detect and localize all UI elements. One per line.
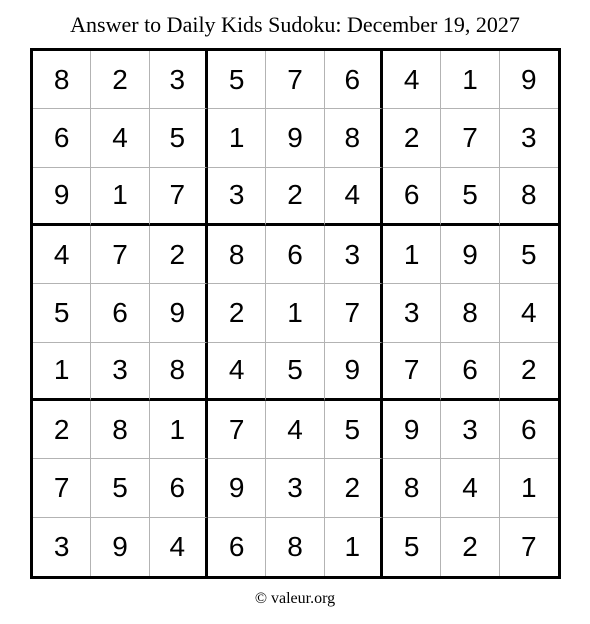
sudoku-cell-r4-c6: 3 — [325, 226, 383, 284]
sudoku-cell-r4-c8: 9 — [441, 226, 499, 284]
sudoku-cell-r5-c5: 1 — [266, 284, 324, 342]
sudoku-cell-r3-c4: 3 — [208, 168, 266, 226]
sudoku-cell-r1-c2: 2 — [91, 51, 149, 109]
sudoku-cell-r5-c2: 6 — [91, 284, 149, 342]
sudoku-cell-r2-c8: 7 — [441, 109, 499, 167]
sudoku-cell-r8-c5: 3 — [266, 459, 324, 517]
sudoku-cell-r7-c6: 5 — [325, 401, 383, 459]
sudoku-cell-r1-c1: 8 — [33, 51, 91, 109]
sudoku-cell-r1-c9: 9 — [500, 51, 558, 109]
sudoku-cell-r9-c7: 5 — [383, 518, 441, 576]
sudoku-cell-r4-c5: 6 — [266, 226, 324, 284]
sudoku-cell-r7-c5: 4 — [266, 401, 324, 459]
sudoku-cell-r5-c9: 4 — [500, 284, 558, 342]
sudoku-cell-r4-c7: 1 — [383, 226, 441, 284]
sudoku-cell-r1-c3: 3 — [150, 51, 208, 109]
sudoku-cell-r6-c4: 4 — [208, 343, 266, 401]
sudoku-cell-r6-c7: 7 — [383, 343, 441, 401]
sudoku-cell-r1-c7: 4 — [383, 51, 441, 109]
sudoku-cell-r7-c8: 3 — [441, 401, 499, 459]
sudoku-cell-r8-c6: 2 — [325, 459, 383, 517]
sudoku-cell-r3-c8: 5 — [441, 168, 499, 226]
page-title: Answer to Daily Kids Sudoku: December 19, 2027 — [70, 12, 520, 37]
sudoku-cell-r6-c6: 9 — [325, 343, 383, 401]
sudoku-cell-r6-c8: 6 — [441, 343, 499, 401]
sudoku-cell-r5-c6: 7 — [325, 284, 383, 342]
sudoku-cell-r2-c9: 3 — [500, 109, 558, 167]
sudoku-cell-r9-c4: 6 — [208, 518, 266, 576]
sudoku-cell-r4-c9: 5 — [500, 226, 558, 284]
sudoku-cell-r2-c1: 6 — [33, 109, 91, 167]
sudoku-cell-r7-c4: 7 — [208, 401, 266, 459]
sudoku-cell-r7-c3: 1 — [150, 401, 208, 459]
sudoku-cell-r8-c1: 7 — [33, 459, 91, 517]
sudoku-cell-r8-c4: 9 — [208, 459, 266, 517]
sudoku-cell-r3-c1: 9 — [33, 168, 91, 226]
sudoku-cell-r4-c2: 7 — [91, 226, 149, 284]
sudoku-cell-r2-c2: 4 — [91, 109, 149, 167]
sudoku-cell-r6-c9: 2 — [500, 343, 558, 401]
sudoku-cell-r8-c7: 8 — [383, 459, 441, 517]
sudoku-cell-r5-c7: 3 — [383, 284, 441, 342]
sudoku-cell-r5-c4: 2 — [208, 284, 266, 342]
sudoku-cell-r4-c4: 8 — [208, 226, 266, 284]
sudoku-cell-r5-c8: 8 — [441, 284, 499, 342]
sudoku-cell-r3-c5: 2 — [266, 168, 324, 226]
sudoku-cell-r5-c3: 9 — [150, 284, 208, 342]
sudoku-cell-r8-c8: 4 — [441, 459, 499, 517]
sudoku-cell-r1-c6: 6 — [325, 51, 383, 109]
sudoku-cell-r9-c5: 8 — [266, 518, 324, 576]
sudoku-cell-r8-c3: 6 — [150, 459, 208, 517]
sudoku-board — [30, 48, 561, 579]
sudoku-cell-r3-c3: 7 — [150, 168, 208, 226]
sudoku-cell-r2-c6: 8 — [325, 109, 383, 167]
sudoku-cell-r6-c1: 1 — [33, 343, 91, 401]
sudoku-cell-r6-c5: 5 — [266, 343, 324, 401]
sudoku-cell-r7-c7: 9 — [383, 401, 441, 459]
sudoku-cell-r4-c3: 2 — [150, 226, 208, 284]
sudoku-cell-r9-c6: 1 — [325, 518, 383, 576]
sudoku-cell-r3-c7: 6 — [383, 168, 441, 226]
sudoku-cell-r1-c8: 1 — [441, 51, 499, 109]
sudoku-cell-r5-c1: 5 — [33, 284, 91, 342]
sudoku-cell-r1-c5: 7 — [266, 51, 324, 109]
sudoku-cell-r6-c3: 8 — [150, 343, 208, 401]
sudoku-cell-r9-c3: 4 — [150, 518, 208, 576]
sudoku-cell-r3-c6: 4 — [325, 168, 383, 226]
sudoku-cell-r2-c3: 5 — [150, 109, 208, 167]
sudoku-cell-r9-c9: 7 — [521, 530, 537, 562]
sudoku-cell-r8-c9: 1 — [500, 459, 558, 517]
sudoku-cell-r1-c4: 5 — [208, 51, 266, 109]
sudoku-cell-r2-c5: 9 — [266, 109, 324, 167]
sudoku-cell-r3-c9: 8 — [500, 168, 558, 226]
sudoku-cell-r2-c7: 2 — [383, 109, 441, 167]
sudoku-cell-r2-c4: 1 — [208, 109, 266, 167]
sudoku-cell-r9-c8: 2 — [441, 518, 499, 576]
sudoku-cell-r9-c1: 3 — [33, 518, 91, 576]
sudoku-cell-r3-c2: 1 — [91, 168, 149, 226]
sudoku-cell-r7-c1: 2 — [33, 401, 91, 459]
sudoku-cell-r4-c1: 4 — [33, 226, 91, 284]
copyright-footer: © valeur.org — [254, 590, 336, 607]
sudoku-cell-r8-c2: 5 — [91, 459, 149, 517]
sudoku-cell-r7-c9: 6 — [500, 401, 558, 459]
sudoku-cell-r7-c2: 8 — [91, 401, 149, 459]
sudoku-cell-r6-c2: 3 — [91, 343, 149, 401]
sudoku-cell-r9-c2: 9 — [91, 518, 149, 576]
